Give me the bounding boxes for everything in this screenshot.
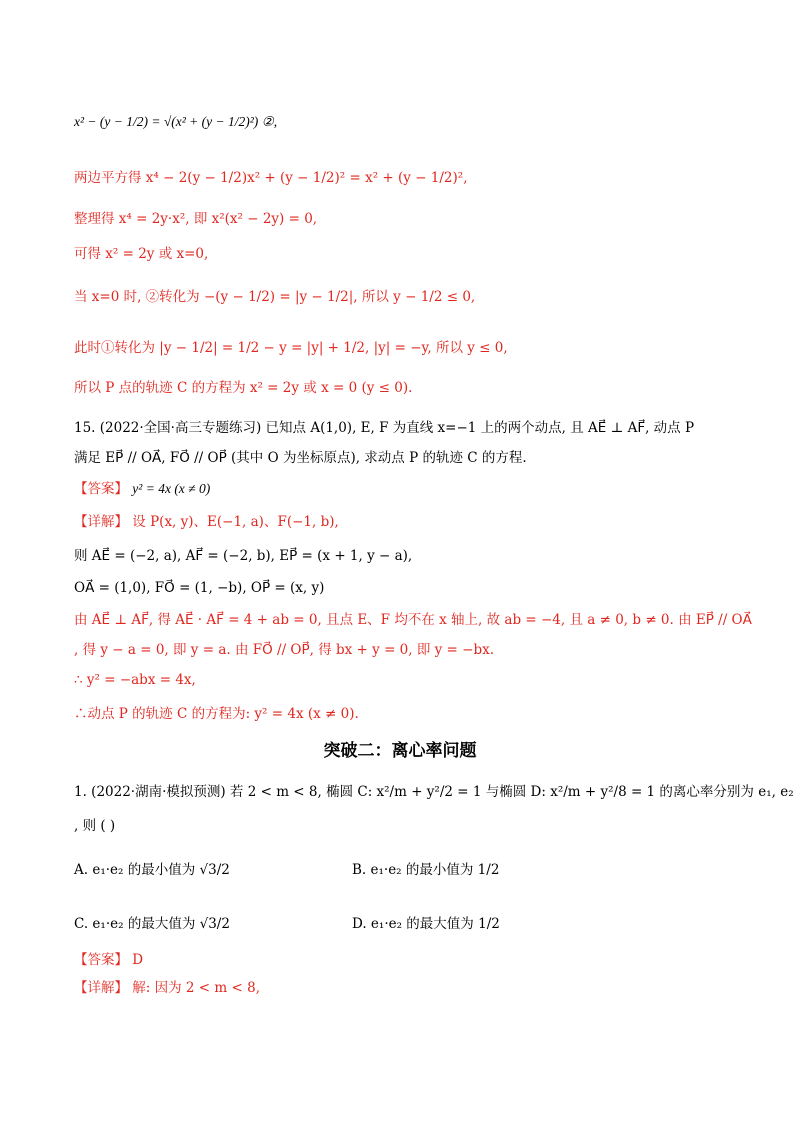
q15-detail-text-5: , 得 y − a = 0, 即 y = a. 由 FO⃗ // OP⃗, 得 bx + y = 0, 即 y = −bx. <box>74 642 495 658</box>
q15-detail-2 <box>74 546 738 566</box>
q15-detail-text-7: ∴动点 P 的轨迹 C 的方程为: y² = 4x (x ≠ 0). <box>74 706 359 722</box>
square-both-sides-text: 两边平方得 x⁴ − 2(y − 1/2)x² + (y − 1/2)² = x² + (y − 1/2)², <box>74 170 468 186</box>
q1-detail <box>74 978 738 998</box>
solution-line-4 <box>74 244 738 264</box>
q15-detail-1 <box>74 512 738 532</box>
q15-detail-7 <box>74 704 738 724</box>
option-a[interactable]: A. e₁·e₂ 的最小值为 √3/2 <box>74 862 230 878</box>
solution-line-5 <box>74 287 738 307</box>
solution-line-7 <box>74 378 738 398</box>
q1-stem-text-2: , 则 ( ) <box>74 818 116 834</box>
answer-tag: 【答案】 <box>74 952 128 968</box>
solution-line-1 <box>74 112 738 132</box>
answer-value: y² = 4x (x ≠ 0) <box>132 481 211 496</box>
q15-answer <box>74 479 738 499</box>
solution-line-3 <box>74 209 738 229</box>
section-heading: 突破二：离心率问题 <box>323 741 477 761</box>
q1-answer <box>74 950 738 970</box>
solution-line-6 <box>74 338 738 358</box>
q15-stem-text-2: 满足 EP⃗ // OA⃗, FO⃗ // OP⃗ (其中 O 为坐标原点), 求动点 P 的轨迹 C 的方程. <box>74 450 527 466</box>
q15-detail-4 <box>74 610 752 630</box>
result-text: 可得 x² = 2y 或 x=0, <box>74 246 209 262</box>
q15-detail-5 <box>74 640 738 660</box>
transform-text: 此时①转化为 |y − 1/2| = 1/2 − y = |y| + 1/2, |y| = −y, 所以 y ≤ 0, <box>74 340 508 356</box>
simplify-text: 整理得 x⁴ = 2y·x², 即 x²(x² − 2y) = 0, <box>74 211 318 227</box>
option-b[interactable]: B. e₁·e₂ 的最小值为 1/2 <box>352 862 500 878</box>
q1-stem-text-1: 1. (2022·湖南·模拟预测) 若 2 < m < 8, 椭圆 C: x²/m + y²/2 = 1 与椭圆 D: x²/m + y²/8 = 1 的离心率分别为 e₁, e₂ <box>74 784 794 800</box>
q15-detail-6 <box>74 670 738 690</box>
q15-stem-line-1 <box>74 418 738 438</box>
q1-stem-line-1 <box>74 782 794 802</box>
option-c[interactable]: C. e₁·e₂ 的最大值为 √3/2 <box>74 916 230 932</box>
detail-tag: 【详解】 <box>74 514 128 530</box>
case-x0-text: 当 x=0 时, ②转化为 −(y − 1/2) = |y − 1/2|, 所以 y − 1/2 ≤ 0, <box>74 289 476 305</box>
q15-detail-text-4: 由 AE⃗ ⊥ AF⃗, 得 AE⃗ · AF⃗ = 4 + ab = 0, 且点 E、F 均不在 x 轴上, 故 ab = −4, 且 a ≠ 0, b ≠ 0. 由 EP⃗ // OA⃗ <box>74 612 752 628</box>
answer-value: D <box>132 952 144 968</box>
q1-detail-text: 解: 因为 2 < m < 8, <box>132 980 260 996</box>
equation-2: x² − (y − 1/2) = √(x² + (y − 1/2)²) ②, <box>74 114 278 129</box>
q15-detail-text-3: OA⃗ = (1,0), FO⃗ = (1, −b), OP⃗ = (x, y) <box>74 580 325 596</box>
q15-detail-text-6: ∴ y² = −abx = 4x, <box>74 672 196 688</box>
q15-stem-line-2 <box>74 448 738 468</box>
conclusion-text: 所以 P 点的轨迹 C 的方程为 x² = 2y 或 x = 0 (y ≤ 0). <box>74 380 413 396</box>
option-d[interactable]: D. e₁·e₂ 的最大值为 1/2 <box>352 916 500 932</box>
q1-stem-line-2 <box>74 816 738 836</box>
answer-tag: 【答案】 <box>74 481 128 497</box>
detail-tag: 【详解】 <box>74 980 128 996</box>
q15-detail-3 <box>74 578 738 598</box>
solution-line-2 <box>74 168 738 188</box>
q15-detail-text-2: 则 AE⃗ = (−2, a), AF⃗ = (−2, b), EP⃗ = (x + 1, y − a), <box>74 548 413 564</box>
q15-stem-text-1: 15. (2022·全国·高三专题练习) 已知点 A(1,0), E, F 为直线 x=−1 上的两个动点, 且 AE⃗ ⊥ AF⃗, 动点 P <box>74 420 695 436</box>
q15-detail-text-1: 设 P(x, y)、E(−1, a)、F(−1, b), <box>132 514 339 530</box>
